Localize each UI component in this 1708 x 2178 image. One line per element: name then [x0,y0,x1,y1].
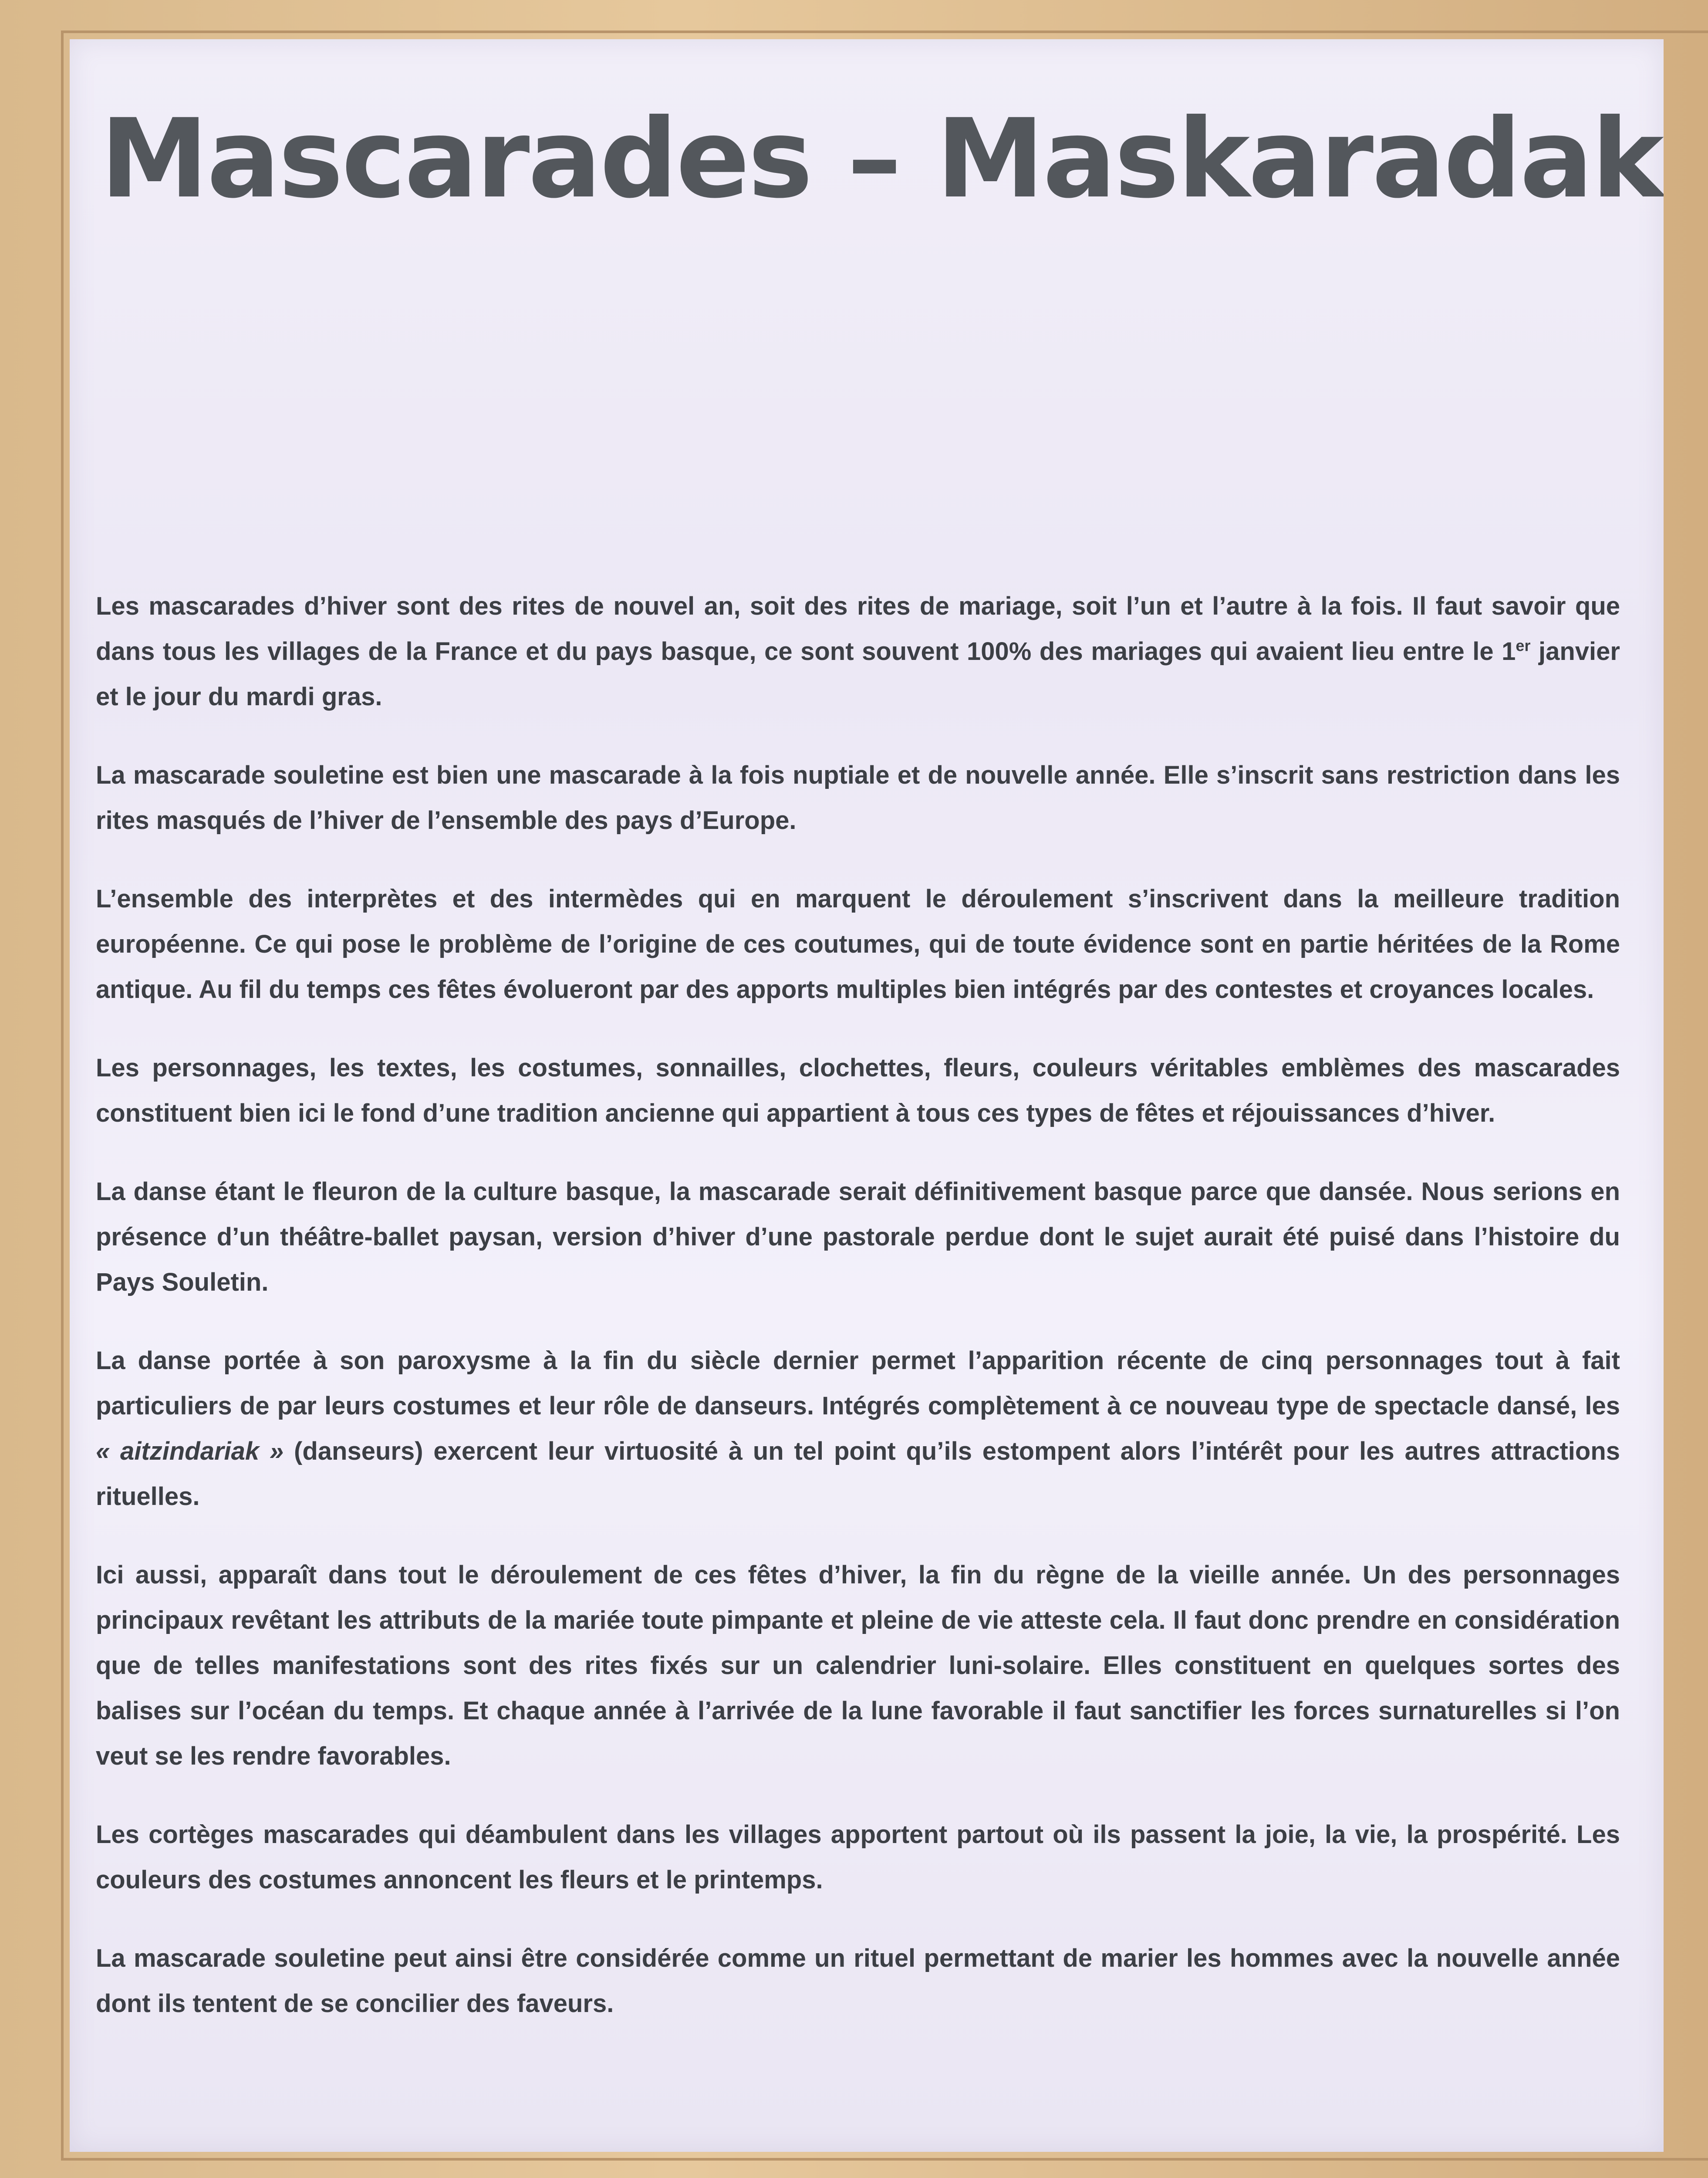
paragraph-3: L’ensemble des interprètes et des intermèdes qui en marquent le déroulement s’inscrivent dans la meilleure tradition européenne. Ce qui pose le problème de l’origine de ces coutumes, qui de toute évidence sont en partie héritées de la Rome antique. Au fil du temps ces fêtes évolueront par des apports multiples bien intégrés par des contestes et croyances locales. [96,885,1620,1004]
paragraph-1 [96,584,1620,720]
paragraph-7: Ici aussi, apparaît dans tout le déroulement de ces fêtes d’hiver, la fin du règne de la vieille année. Un des personnages principaux revêtant les attributs de la mariée toute pimpante et pleine de vie atteste cela. Il faut donc prendre en considération que de telles manifestations sont des rites fixés sur un calendrier luni-solaire. Elles constituent en quelques sortes des balises sur l’océan du temps. Et chaque année à l’arrivée de la lune favorable il faut sanctifier les forces surnaturelles si l’on veut se les rendre favorables. [96,1561,1620,1770]
paragraph-9: La mascarade souletine peut ainsi être considérée comme un rituel permettant de marier les hommes avec la nouvelle année dont ils tentent de se concilier des faveurs. [96,1944,1620,2018]
aitzindariak-term: « aitzindariak » [96,1437,284,1465]
paragraph-1-text-end: janvier et le jour du mardi gras. [96,637,1620,711]
paragraph-8: Les cortèges mascarades qui déambulent dans les villages apportent partout où ils passent la joie, la vie, la prospérité. Les couleurs des costumes annoncent les fleurs et le printemps. [96,1820,1620,1894]
paragraph-6 [96,1338,1620,1519]
ordinal-superscript: er [1516,636,1531,655]
poster-sheet [70,39,1664,2152]
paragraph-2: La mascarade souletine est bien une mascarade à la fois nuptiale et de nouvelle année. Elle s’inscrit sans restriction dans les rites masqués de l’hiver de l’ensemble des pays d’Europe. [96,761,1620,835]
page-title: Mascarades – Maskaradak [100,95,1662,222]
paragraph-4: Les personnages, les textes, les costumes, sonnailles, clochettes, fleurs, couleurs véritables emblèmes des mascarades constituent bien ici le fond d’une tradition ancienne qui appartient à tous ces types de fêtes et réjouissances d’hiver. [96,1054,1620,1127]
paragraph-5: La danse étant le fleuron de la culture basque, la mascarade serait définitivement basque parce que dansée. Nous serions en présence d’un théâtre-ballet paysan, version d’hiver d’une pastorale perdue dont le sujet aurait été puisé dans l’histoire du Pays Souletin. [96,1177,1620,1296]
paragraph-6-text-end: (danseurs) exercent leur virtuosité à un tel point qu’ils estompent alors l’intérêt pour les autres attractions rituelles. [96,1437,1620,1511]
poster-body [96,584,1620,2060]
paragraph-1-text: Les mascarades d’hiver sont des rites de nouvel an, soit des rites de mariage, soit l’un et l’autre à la fois. Il faut savoir que dans tous les villages de la France et du pays basque, ce sont souvent 100% des mariages qui avaient lieu entre le 1 [96,592,1620,666]
paragraph-6-text: La danse portée à son paroxysme à la fin du siècle dernier permet l’apparition récente de cinq personnages tout à fait particuliers de par leurs costumes et leur rôle de danseurs. Intégrés complètement à ce nouveau type de spectacle dansé, les [96,1346,1620,1420]
